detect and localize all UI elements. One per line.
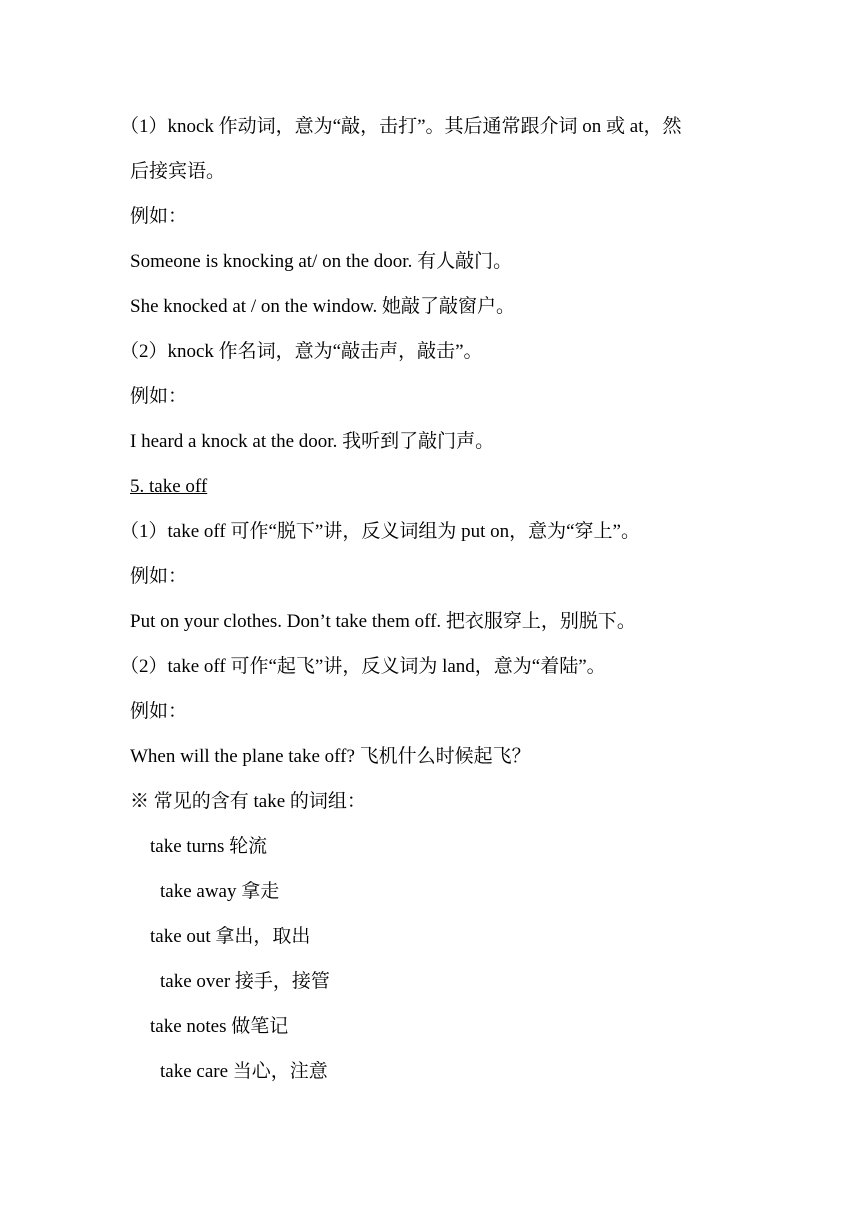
take-off-definition-1: （1）take off 可作“脱下”讲，反义词组为 put on，意为“穿上”。 [120, 521, 640, 542]
example-sentence: Someone is knocking at/ on the door. 有人敲门。 [130, 251, 513, 272]
example-sentence: She knocked at / on the window. 她敲了敲窗户。 [130, 296, 516, 317]
phrase-item: take turns 轮流 [150, 836, 268, 857]
phrase-item: take away 拿走 [160, 881, 280, 902]
phrase-list-heading: ※ 常见的含有 take 的词组： [130, 791, 366, 812]
phrase-item: take notes 做笔记 [150, 1016, 289, 1037]
take-off-definition-2: （2）take off 可作“起飞”讲，反义词为 land，意为“着陆”。 [120, 656, 606, 677]
phrase-item: take out 拿出，取出 [150, 926, 311, 947]
example-sentence: Put on your clothes. Don’t take them off. 把衣服穿上，别脱下。 [130, 611, 636, 632]
knock-noun-definition: （2）knock 作名词，意为“敲击声，敲击”。 [120, 341, 483, 362]
knock-verb-definition: （1）knock 作动词，意为“敲，击打”。其后通常跟介词 on 或 at，然 [120, 116, 682, 137]
example-sentence: When will the plane take off? 飞机什么时候起飞？ [130, 746, 531, 767]
example-sentence: I heard a knock at the door. 我听到了敲门声。 [130, 431, 495, 452]
phrase-item: take over 接手，接管 [160, 971, 330, 992]
knock-verb-definition-cont: 后接宾语。 [130, 161, 226, 182]
section-heading-take-off: 5. take off [130, 476, 208, 497]
example-label: 例如： [130, 386, 188, 407]
example-label: 例如： [130, 206, 188, 227]
phrase-item: take care 当心，注意 [160, 1061, 328, 1082]
example-label: 例如： [130, 701, 188, 722]
example-label: 例如： [130, 566, 188, 587]
